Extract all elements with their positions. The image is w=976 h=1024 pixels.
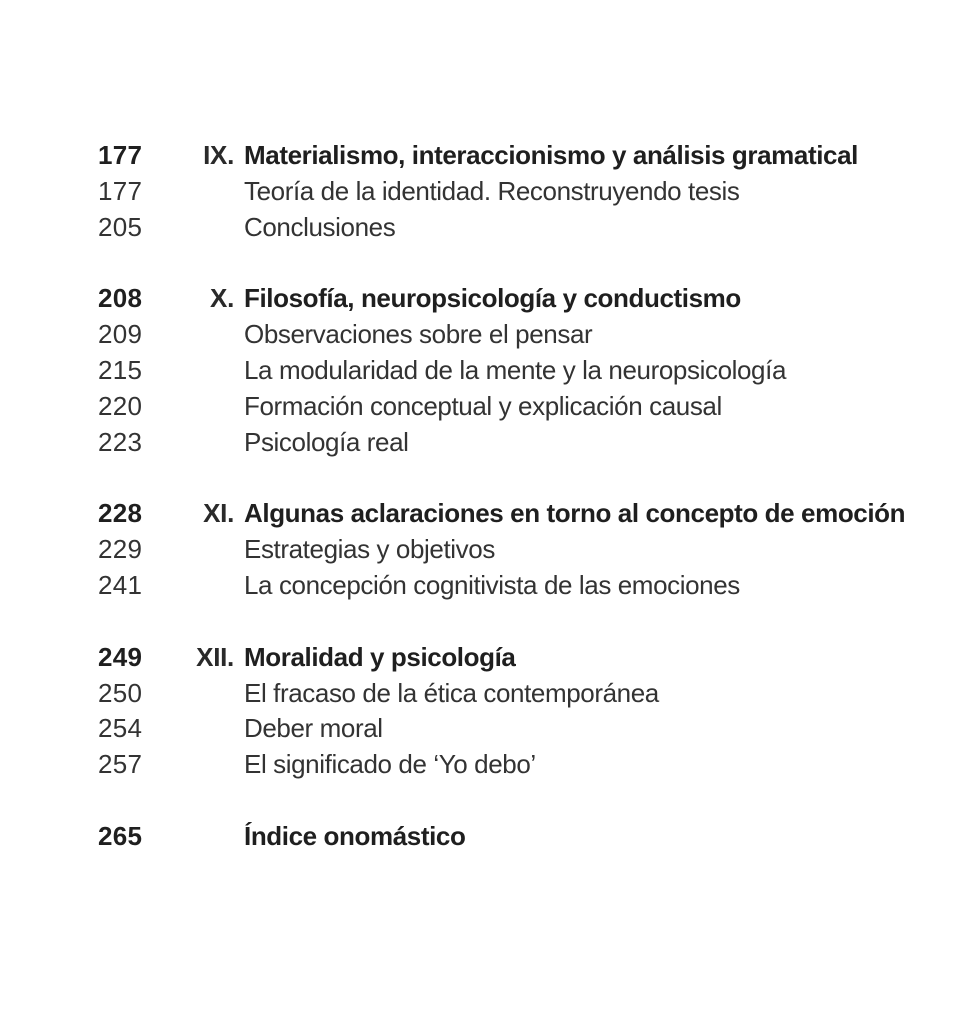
- toc-entry: [0, 210, 976, 246]
- chapter-numeral: XI.: [203, 498, 234, 529]
- entry-title: El fracaso de la ética contemporánea: [244, 677, 659, 708]
- toc-entry: [0, 425, 976, 461]
- toc-section-xi: [0, 496, 976, 603]
- entry-page-number: 223: [98, 426, 143, 457]
- chapter-numeral: X.: [210, 283, 234, 314]
- toc-entry: [0, 317, 976, 353]
- toc-entry: [0, 389, 976, 425]
- chapter-heading: [0, 281, 976, 317]
- chapter-heading: [0, 819, 976, 855]
- entry-page-number: 220: [98, 390, 143, 421]
- chapter-numeral: XII.: [196, 641, 234, 672]
- chapter-title: Materialismo, interaccionismo y análisis gramatical: [244, 140, 858, 170]
- chapter-title: Filosofía, neuropsicología y conductismo: [244, 283, 741, 314]
- entry-page-number: 177: [98, 175, 143, 206]
- entry-title: La modularidad de la mente y la neuropsicología: [244, 354, 787, 385]
- entry-page-number: 229: [98, 534, 143, 565]
- entry-page-number: 215: [98, 354, 143, 385]
- entry-title: Formación conceptual y explicación causal: [244, 390, 722, 421]
- toc-section-ix: [0, 138, 976, 245]
- entry-page-number: 241: [98, 569, 143, 600]
- entry-title: Deber moral: [244, 713, 383, 744]
- entry-title: Psicología real: [244, 426, 409, 457]
- chapter-page-number: 249: [98, 641, 143, 672]
- toc-section-x: [0, 281, 976, 460]
- entry-title: La concepción cognitivista de las emociones: [244, 569, 740, 600]
- chapter-title: Moralidad y psicología: [244, 641, 516, 672]
- toc-entry: [0, 532, 976, 568]
- entry-title: Teoría de la identidad. Reconstruyendo tesis: [244, 175, 740, 206]
- chapter-title: Índice onomástico: [244, 820, 466, 851]
- entry-title: El significado de ‘Yo debo’: [244, 749, 536, 780]
- chapter-numeral: IX.: [203, 140, 234, 170]
- entry-page-number: 257: [98, 749, 143, 780]
- entry-page-number: 209: [98, 319, 143, 350]
- chapter-heading: [0, 496, 976, 532]
- entry-page-number: 205: [98, 211, 143, 242]
- entry-page-number: 254: [98, 713, 143, 744]
- toc-entry: [0, 353, 976, 389]
- entry-title: Conclusiones: [244, 211, 396, 242]
- toc-entry: [0, 711, 976, 747]
- entry-title: Estrategias y objetivos: [244, 534, 495, 565]
- chapter-heading: [0, 138, 976, 174]
- chapter-heading: [0, 640, 976, 676]
- chapter-page-number: 177: [98, 140, 143, 170]
- toc-entry: [0, 568, 976, 604]
- toc-section-index: [0, 819, 976, 855]
- toc-entry: [0, 676, 976, 712]
- entry-title: Observaciones sobre el pensar: [244, 319, 593, 350]
- table-of-contents: [0, 138, 976, 891]
- toc-entry: [0, 174, 976, 210]
- chapter-page-number: 265: [98, 820, 143, 851]
- chapter-title: Algunas aclaraciones en torno al concepto de emoción: [244, 498, 906, 529]
- entry-page-number: 250: [98, 677, 143, 708]
- chapter-page-number: 228: [98, 498, 143, 529]
- toc-section-xii: [0, 640, 976, 783]
- chapter-page-number: 208: [98, 283, 143, 314]
- toc-entry: [0, 747, 976, 783]
